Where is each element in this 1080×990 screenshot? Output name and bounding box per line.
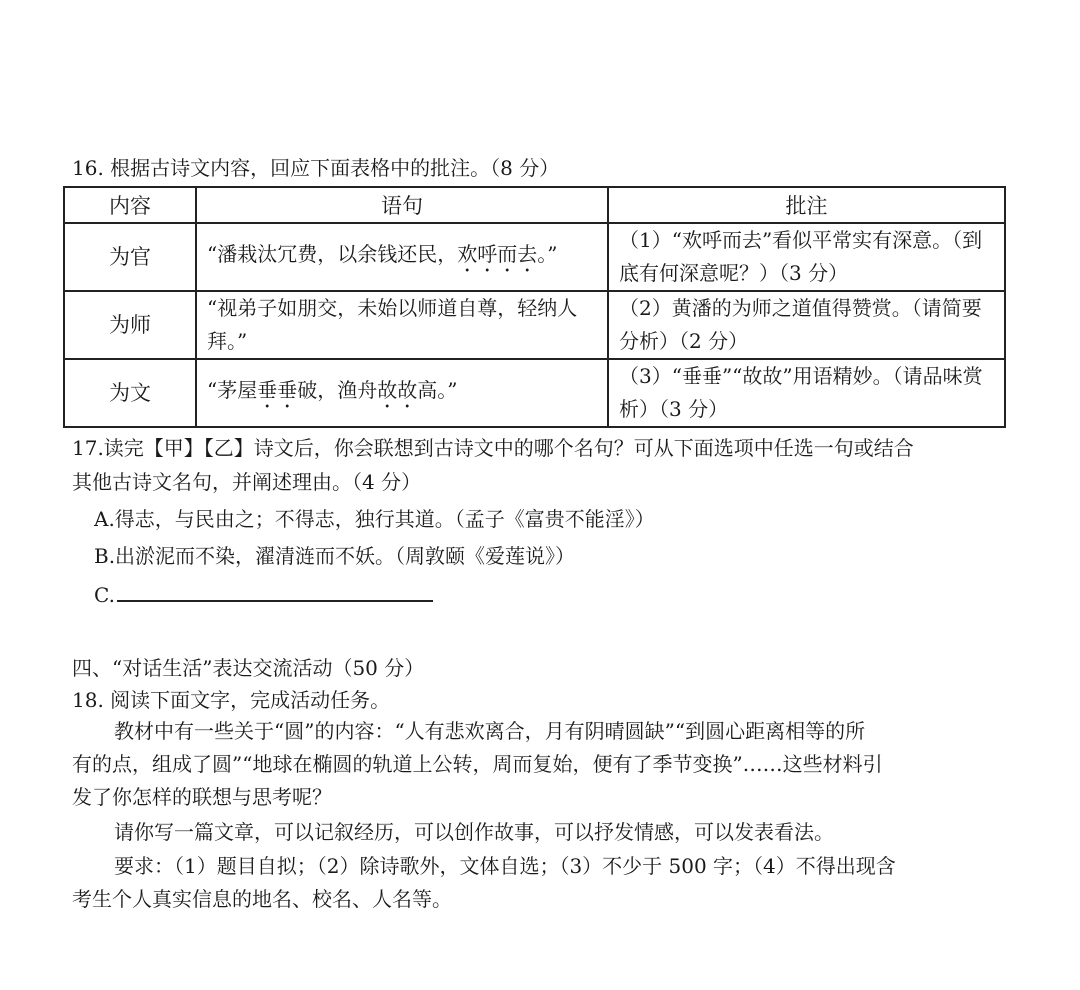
question-16-title: 16. 根据古诗文内容，回应下面表格中的批注。（8 分） xyxy=(72,156,560,180)
q18-paragraph-line: 发了你怎样的联想与思考呢？ xyxy=(72,785,332,809)
row-label-writing: 为文 xyxy=(64,359,196,427)
emphasized-phrase: 欢呼而去 xyxy=(457,241,538,266)
table-header-row xyxy=(64,187,1005,223)
table-row xyxy=(64,291,1005,359)
note-teacher: （2）黄潘的为师之道值得赞赏。（请简要分析）（2 分） xyxy=(608,291,1005,359)
emphasized-phrase: 故故 xyxy=(377,377,418,402)
q18-instruction: 请你写一篇文章，可以记叙经历，可以创作故事，可以抒发情感，可以发表看法。 xyxy=(114,820,834,844)
q18-requirements: 要求：（1）题目自拟；（2）除诗歌外，文体自选；（3）不少于 500 字；（4）不得出现含 xyxy=(114,854,896,878)
row-label-teacher: 为师 xyxy=(64,291,196,359)
sentence-writing: “茅屋垂垂破，渔舟故故高。” xyxy=(196,359,608,427)
q18-requirements-cont: 考生个人真实信息的地名、校名、人名等。 xyxy=(72,887,452,911)
annotation-table xyxy=(63,186,1006,428)
table-row xyxy=(64,223,1005,291)
emphasized-phrase: 垂垂 xyxy=(257,377,298,402)
row-label-official: 为官 xyxy=(64,223,196,291)
header-content: 内容 xyxy=(64,187,196,223)
section-4-heading: 四、“对话生活”表达交流活动（50 分） xyxy=(72,656,425,680)
question-17-line2: 其他古诗文名句，并阐述理由。（4 分） xyxy=(72,470,422,494)
note-writing: （3）“垂垂”“故故”用语精妙。（请品味赏析）（3 分） xyxy=(608,359,1005,427)
sentence-official: “潘栽汰冗费，以余钱还民，欢呼而去。” xyxy=(196,223,608,291)
option-a: A.得志，与民由之；不得志，独行其道。（孟子《富贵不能淫》） xyxy=(94,507,655,531)
option-c: C. xyxy=(94,580,433,608)
header-annotation: 批注 xyxy=(608,187,1005,223)
q18-paragraph-line: 教材中有一些关于“圆”的内容：“人有悲欢离合，月有阴晴圆缺”“到圆心距离相等的所 xyxy=(114,719,866,743)
answer-blank-line[interactable] xyxy=(117,580,433,602)
table-row xyxy=(64,359,1005,427)
note-official: （1）“欢呼而去”看似平常实有深意。（到底有何深意呢？）（3 分） xyxy=(608,223,1005,291)
sentence-teacher: “视弟子如朋交，未始以师道自尊，轻纳人拜。” xyxy=(196,291,608,359)
question-17-line1: 17.读完【甲】【乙】诗文后，你会联想到古诗文中的哪个名句？可从下面选项中任选一句或结合 xyxy=(72,436,914,460)
option-b: B.出淤泥而不染，濯清涟而不妖。（周敦颐《爱莲说》） xyxy=(94,544,576,568)
q18-paragraph-line: 有的点，组成了圆”“地球在椭圆的轨道上公转，周而复始，便有了季节变换”……这些材料引 xyxy=(72,752,883,776)
header-sentence: 语句 xyxy=(196,187,608,223)
question-18-title: 18. 阅读下面文字，完成活动任务。 xyxy=(72,688,391,712)
